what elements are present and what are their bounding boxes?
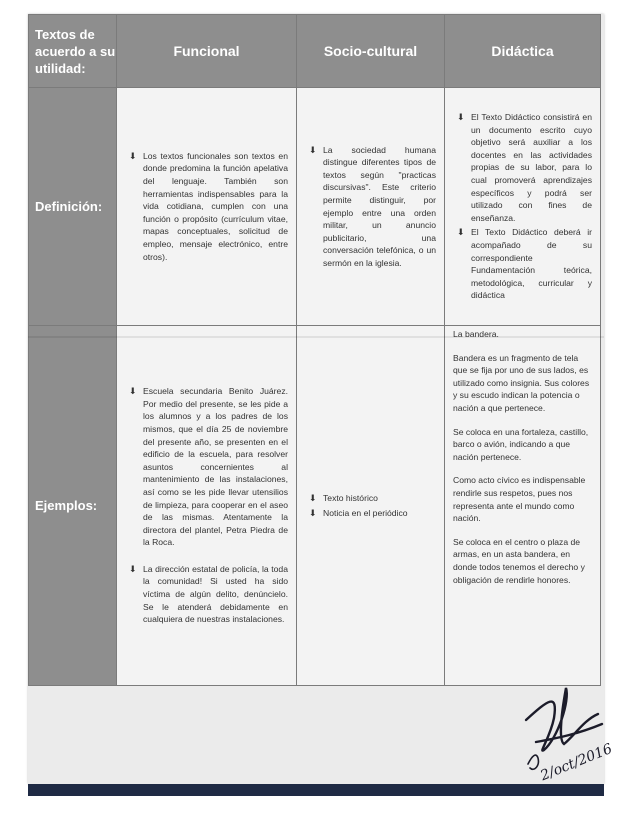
arrow-bullet-icon: ⬇ <box>309 492 317 503</box>
paper-fold-line <box>28 336 604 338</box>
list-item: ⬇ Los textos funcionales son textos en donde predomina la función apelativa del lenguaje. También son herramientas indispensables para la vida cotidiana, cumplen con una función o propósito (currículum vitae, mapas conceptuales, solicitud de empleo, mensaje electrónico, entre otros). <box>129 150 288 262</box>
example-paragraph: Se coloca en el centro o plaza de armas, en un asta bandera, en donde todos tenemos el derecho y obligación de rendirle honores. <box>453 536 585 585</box>
arrow-bullet-icon: ⬇ <box>129 150 137 161</box>
handwritten-signature <box>518 680 615 785</box>
cell-ejemplos-didactica <box>445 326 601 686</box>
column-header-socio-cultural: Socio-cultural <box>297 15 445 88</box>
list-item: ⬇ La dirección estatal de policía, la toda la comunidad! Si usted ha sido víctima de algún delito, denúncielo. Se le atenderá debidamente en cualquiera de nuestras instalaciones. <box>129 563 288 625</box>
bottom-edge-band <box>28 784 604 796</box>
corner-header: Textos de acuerdo a su utilidad: <box>29 15 117 88</box>
cell-ejemplos-socio-cultural <box>297 326 445 686</box>
cell-definicion-funcional <box>117 88 297 326</box>
row-header-ejemplos: Ejemplos: <box>29 326 117 686</box>
table-header-row <box>29 15 601 88</box>
table-row-ejemplos <box>29 326 601 686</box>
arrow-bullet-icon: ⬇ <box>129 563 137 574</box>
cell-definicion-socio-cultural <box>297 88 445 326</box>
example-paragraph: Bandera es un fragmento de tela que se fija por uno de sus lados, es utilizado como insignia. Sus colores y su escudo indican la potencia o nación a que pertenece. <box>453 352 590 413</box>
arrow-bullet-icon: ⬇ <box>129 386 137 397</box>
example-paragraph: Como acto cívico es indispensable rendirle sus respetos, pues nos representa ante el mundo como nación. <box>453 475 586 524</box>
row-header-definicion: Definición: <box>29 88 117 326</box>
list-item: ⬇ El Texto Didáctico deberá ir acompañado de su correspondiente Fundamentación teórica, metodológica, curricular y didáctica <box>457 227 592 301</box>
cell-definicion-didactica <box>445 88 601 326</box>
list-item: ⬇ El Texto Didáctico consistirá en un documento escrito cuyo objetivo será auxiliar a los docentes en las actividades propias de su labor, para lo cual promoverá aprendizajes específicos y podrá ser utilizado con fines de enseñanza. <box>457 112 592 223</box>
text-types-table <box>28 14 601 686</box>
arrow-bullet-icon: ⬇ <box>309 144 317 155</box>
list-item: ⬇ Texto histórico <box>309 492 378 503</box>
example-paragraph: Se coloca en una fortaleza, castillo, barco o avión, indicando a que nación pertenece. <box>453 426 589 462</box>
table-row-definicion <box>29 88 601 326</box>
column-header-funcional: Funcional <box>117 15 297 88</box>
column-header-didactica: Didáctica <box>445 15 601 88</box>
arrow-bullet-icon: ⬇ <box>309 507 317 518</box>
arrow-bullet-icon: ⬇ <box>457 227 465 238</box>
signature-date: 2/oct/2016 <box>538 740 615 785</box>
list-item: ⬇ La sociedad humana distingue diferentes tipos de textos según "practicas discursivas". Este criterio permite distinguir, por ejemplo entre una orden militar, un anuncio publicitario, una conversación telefónica, o un sermón en la iglesia. <box>309 144 436 268</box>
arrow-bullet-icon: ⬇ <box>457 112 465 123</box>
list-item: ⬇ Escuela secundaria Benito Juárez. Por medio del presente, se les pide a los alumnos y a los padres de los mismos, que el día 25 de noviembre del presente año, se presenten en el edificio de la escuela, para resolver asuntos concernientes al mantenimiento de las instalaciones, así como se les pide llevar utensilios de limpieza, para cooperar en el aseo de las mismas. Atentamente la directora del plantel, Petra Piedra de la Roca. <box>129 386 288 548</box>
cell-ejemplos-funcional <box>117 326 297 686</box>
example-title: La bandera. <box>453 329 499 339</box>
document-page <box>28 14 615 785</box>
list-item: ⬇ Noticia en el periódico <box>309 507 408 518</box>
